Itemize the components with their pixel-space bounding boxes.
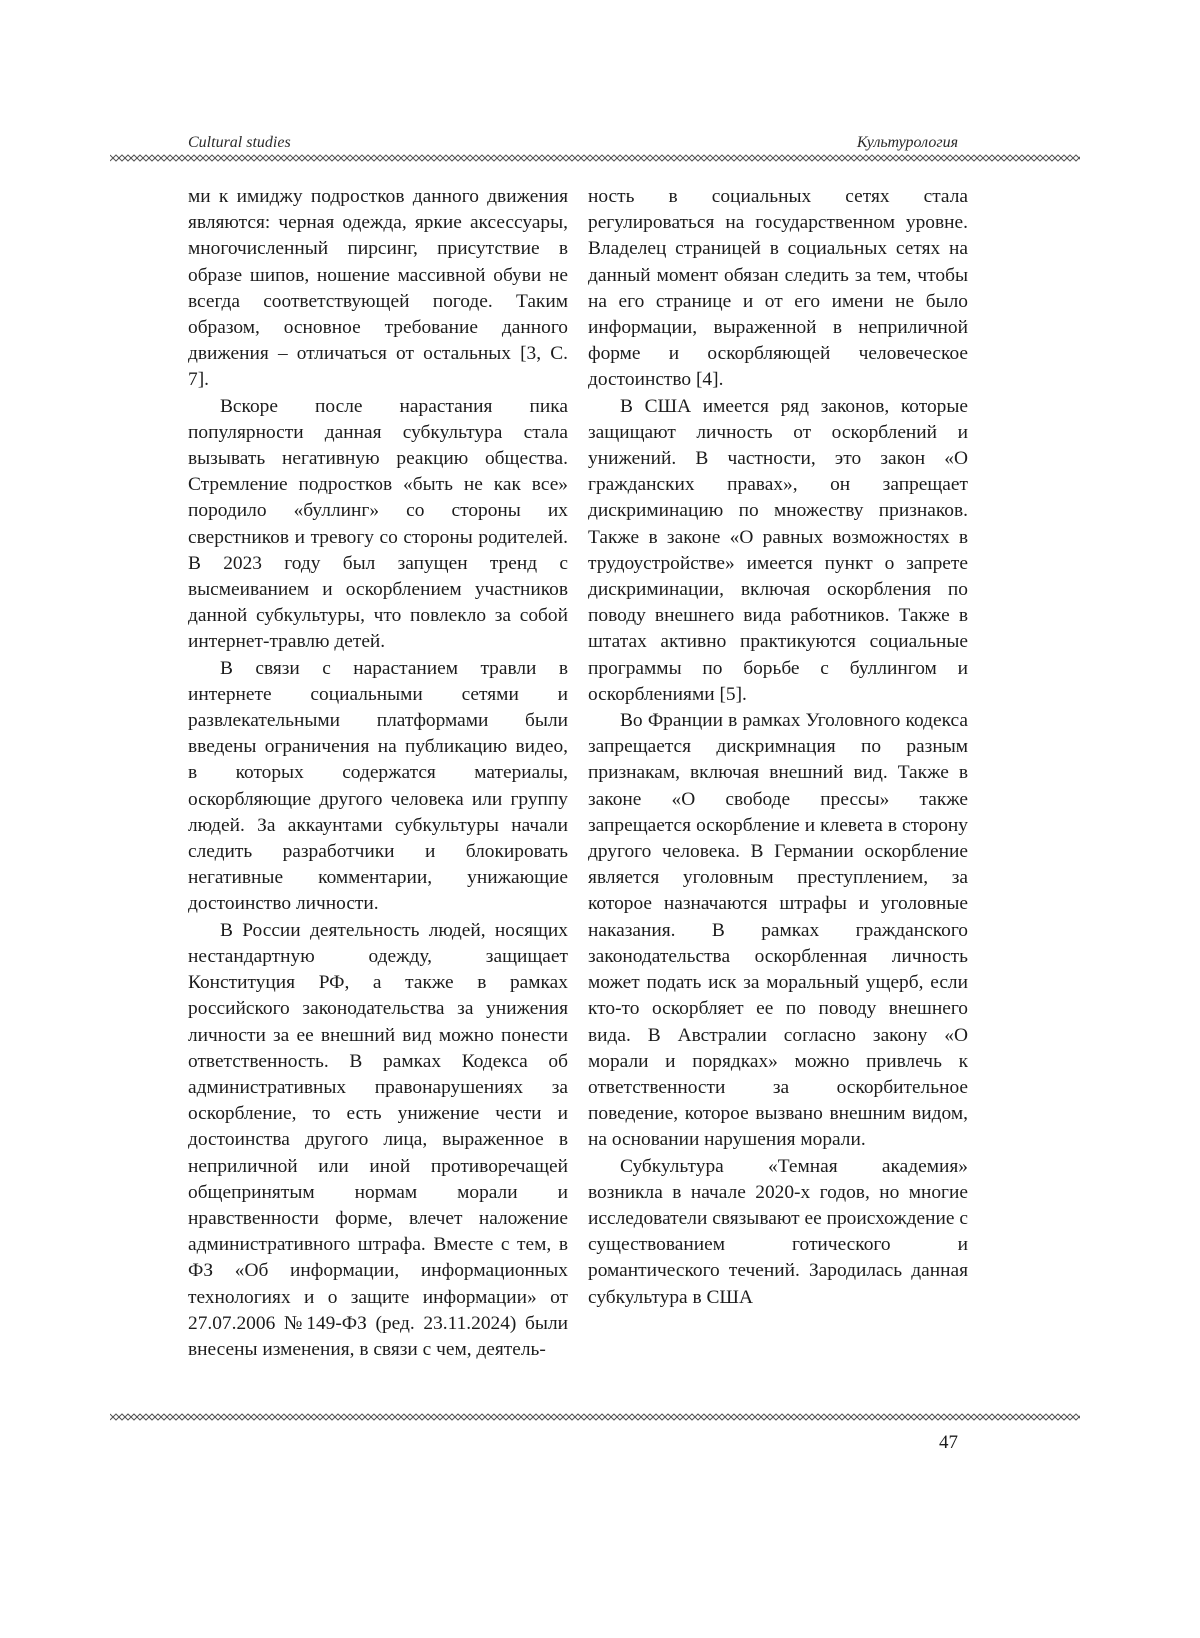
border-zigzag-line [110,1417,1080,1420]
bottom-ornamental-border [110,1411,1080,1423]
paragraph: В связи с нарастанием травли в интернете социальными сетями и развлекательными платформами были введены ограничения на публикацию видео, в которых содержатся материалы, оскорбляющие другого человека или группу людей. За аккаунтами субкультуры начали следить разработчики и блокировать негативные комментарии, унижающие достоинство личности. [188,657,568,915]
paragraph: ми к имиджу подростков данного движения являются: черная одежда, яркие аксессуары, многочисленный пирсинг, присутствие в образе шипов, ношение массивной обуви не всегда соответствующей погоде. Таким образом, основное требование данного движения – отличаться от остальных [3, С. 7]. [188,186,568,391]
border-zigzag-line [110,158,1080,161]
paragraph: ность в социальных сетях стала регулироваться на государственном уровне. Владелец страницей в социальных сетях на данный момент обязан следить за тем, чтобы на его странице и от его имени не было информации, выраженной в неприличной форме и оскорбляющей человеческое достоинство [4]. [588,186,968,391]
paragraph: В России деятельность людей, носящих нестандартную одежду, защищает Конституция РФ, а также в рамках российского законодательства за унижения личности за ее внешний вид можно понести ответственность. В рамках Кодекса об административных правонарушениях за оскорбление, то есть унижение чести и достоинства другого лица, выраженное в неприличной или иной противоречащей общепринятым нормам морали и нравственности форме, влечет наложение административного штрафа. Вместе с тем, в ФЗ «Об информации, информационных технологиях и о защите информации» от 27.07.2006 №149-ФЗ (ред. 23.11.2024) были внесены изменения, в связи с чем, деятель- [188,919,568,1360]
right-text-column [588,184,968,1311]
paragraph: Во Франции в рамках Уголовного кодекса запрещается дискримнация по разным признакам, включая внешний вид. Также в законе «О свободе прессы» также запрещается оскорбление и клевета в сторону другого человека. В Германии оскорбление является уголовным преступлением, за которое назначаются штрафы и уголовные наказания. В рамках гражданского законодательства оскорбленная личность может подать иск за моральный ущерб, если кто-то оскорбляет ее по поводу внешнего вида. В Австралии согласно закону «О морали и порядках» можно привлечь к ответственности за оскорбительное поведение, которое вызвано внешним видом, на основании нарушения морали. [588,710,968,1151]
border-zigzag-line [110,155,1080,158]
header-journal-section-ru: Культурология [856,134,958,151]
left-text-column [188,184,568,1363]
border-zigzag-line [110,1414,1080,1417]
top-ornamental-border [110,152,1080,164]
paragraph: В США имеется ряд законов, которые защищают личность от оскорблений и унижений. В частности, это закон «О гражданских правах», он запрещает дискриминацию по множеству признаков. Также в законе «О равных возможностях в трудоустройстве» имеется пункт о запрете дискриминации, включая оскорбления по поводу внешнего вида работников. Также в штатах активно практикуются социальные программы по борьбе с буллингом и оскорблениями [5]. [588,395,968,705]
page-number: 47 [939,1432,958,1453]
paragraph: Субкультура «Темная академия» возникла в начале 2020-х годов, но многие исследователи связывают ее происхождение с существованием готического и романтического течений. Зародилась данная субкультура в США [588,1155,968,1308]
paragraph: Вскоре после нарастания пика популярности данная субкультура стала вызывать негативную реакцию общества. Стремление подростков «быть не как все» породило «буллинг» со стороны их сверстников и тревогу со стороны родителей. В 2023 году был запущен тренд с высмеиванием и оскорблением участников данной субкультуры, что повлекло за собой интернет-травлю детей. [188,395,568,653]
header-journal-section-en: Cultural studies [188,134,291,151]
